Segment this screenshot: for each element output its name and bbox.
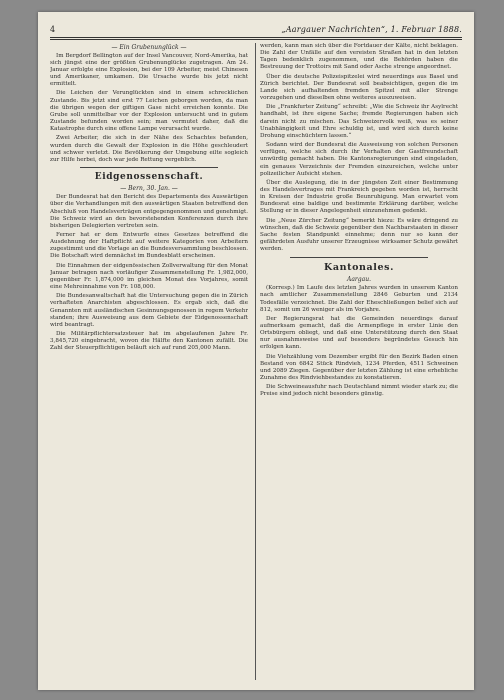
page-header xyxy=(50,22,462,36)
article-paragraph: Die Leichen der Verunglückten sind in einem schrecklichen Zustande. Bis jetzt sind erst 77 Leichen geborgen worden, da man die übrigen wegen der giftigen Gase nicht erreichen konnte. Die Grube soll unmittelbar vor der Explosion untersucht und in gutem Zustande befunden worden sein; man vermutet daher, daß die Katastrophe durch eine offene Lampe verursacht wurde. xyxy=(50,90,248,133)
kantonales-section xyxy=(260,257,458,398)
page-number: 4 xyxy=(50,24,56,34)
section-separator xyxy=(290,257,428,258)
right-column xyxy=(260,43,458,680)
header-rule-thin xyxy=(50,39,462,40)
section-separator xyxy=(80,167,218,168)
article-paragraph: Die Viehzählung vom Dezember ergibt für den Bezirk Baden einen Bestand von 6842 Stück Rindvieh, 1234 Pferden, 4511 Schweinen und 2089 Ziegen. Gegenüber der letzten Zählung ist eine erhebliche Zunahme des Rindviehbestandes zu konstatieren. xyxy=(260,353,458,382)
section-title-kantonales: Kantonales. xyxy=(323,262,394,274)
article-paragraph: Der Regierungsrat hat die Gemeinden neuerdings darauf aufmerksam gemacht, daß die Armenpflege in erster Linie den Ortsbürgern obliegt, und daß eine Unterstützung durch den Staat nur ausnahmsweise und auf besonders begründetes Gesuch hin erfolgen kann. xyxy=(260,315,458,351)
section-title-eidgenossenschaft: Eidgenossenschaft. xyxy=(94,172,204,183)
newspaper-title: „Aargauer Nachrichten“, 1. Februar 1888. xyxy=(281,24,462,34)
article-paragraph: Die Bundesanwaltschaft hat die Untersuchung gegen die in Zürich verhafteten Anarchisten abgeschlossen. Es ergab sich, daß die Genannten mit ausländischen Gesinnungsgenossen in regem Verkehr standen; ihre Ausweisung aus dem Gebiete der Eidgenossenschaft wird beantragt. xyxy=(50,293,248,328)
article-paragraph: Über die deutsche Polizeispitzelei wird neuerdings aus Basel und Zürich berichtet. Der Bundesrat soll beabsichtigen, gegen die im Lande sich aufhaltenden fremden Spitzel mit aller Strenge vorzugehen und dieselben ohne weiteres auszuweisen. xyxy=(260,73,458,102)
article-subhead: — Ein Grubenunglück — xyxy=(111,44,187,51)
article-paragraph: Der Bundesrat hat den Bericht des Departements des Auswärtigen über die Verhandlungen mit den auswärtigen Staaten betreffend den Abschluß von Handelsverträgen entgegengenommen und genehmigt. Die Schweiz wird an den bevorstehenden Konferenzen durch ihre bisherigen Delegierten vertreten sein. xyxy=(50,194,248,229)
article-paragraph: Die Schweineausfuhr nach Deutschland nimmt wieder stark zu; die Preise sind jedoch nicht besonders günstig. xyxy=(260,384,458,398)
article-paragraph: Zwei Arbeiter, die sich in der Nähe des Schachtes befanden, wurden durch die Gewalt der Explosion in die Höhe geschleudert und schwer verletzt. Die Bevölkerung der Umgebung eilte sogleich zur Hilfe herbei, doch war jede Rettung vergeblich. xyxy=(50,135,248,163)
article-paragraph: werden, kann man sich über die Fortdauer der Kälte, nicht beklagen. Die Zahl der Unfälle auf den vereisten Straßen hat in den letzten Tagen bedenklich zugenommen, und die Behörden haben die Bestreuung der Trottoirs mit Sand oder Asche strenge angeordnet. xyxy=(260,43,458,71)
article-paragraph: Die Einnahmen der eidgenössischen Zollverwaltung für den Monat Januar betragen nach vorläufiger Zusammenstellung Fr. 1,982,000, gegenüber Fr. 1,874,000 im gleichen Monat des Vorjahres, somit eine Mehreinnahme von Fr. 108,000. xyxy=(50,262,248,291)
article-paragraph: Über die Auslegung, die in der jüngsten Zeit einer Bestimmung des Handelsvertrages mit Frankreich gegeben worden ist, herrscht in Kreisen der Industrie große Beunruhigung. Man erwartet vom Bundesrat eine baldige und bestimmte Erklärung darüber, welche Stellung er in dieser Angelegenheit einzunehmen gedenkt. xyxy=(260,179,458,215)
article-paragraph: Die „Neue Zürcher Zeitung“ bemerkt hiezu: Es wäre dringend zu wünschen, daß die Schweiz gegenüber den Nachbarstaaten in dieser Sache festen Standpunkt einnehme; denn nur so kann der gefährdeten Ausfuhr unserer Erzeugnisse wirksamer Schutz gewährt werden. xyxy=(260,217,458,253)
article-paragraph: Im Bergdorf Bellington auf der Insel Vancouver, Nord-Amerika, hat sich jüngst eine der größten Grubenunglücke zugetragen. Am 24. Januar erfolgte eine Explosion, bei der 109 Arbeiter, meist Chinesen und Amerikaner, umkamen. Die Ursache wurde bis jetzt nicht ermittelt. xyxy=(50,52,248,88)
article-paragraph: Ferner hat er dem Entwurfe eines Gesetzes betreffend die Ausdehnung der Haftpflicht auf weitere Kategorien von Arbeitern zugestimmt und die Vorlage an die Bundesversammlung beschlossen. Die Botschaft wird demnächst im Bundesblatt erscheinen. xyxy=(50,231,248,260)
article-paragraph: (Korresp.) Im Laufe des letzten Jahres wurden in unserem Kanton nach amtlicher Zusammenstellung 2846 Geburten und 2134 Todesfälle verzeichnet. Die Zahl der Eheschließungen belief sich auf 812, somit um 26 weniger als im Vorjahre. xyxy=(260,285,458,313)
column-divider xyxy=(255,43,256,680)
newspaper-page xyxy=(38,12,474,690)
section-dateline: — Bern, 30. Jan. — xyxy=(120,184,178,192)
left-column xyxy=(50,43,248,680)
header-rule xyxy=(50,37,462,38)
article-paragraph: Sodann wird der Bundesrat die Ausweisung von solchen Personen verfügen, welche sich durch ihr Verhalten der Gastfreundschaft unwürdig gemacht haben. Die Kantonsregierungen sind eingeladen, ein genaues Verzeichnis der Fremden einzureichen, welche unter polizeilicher Aufsicht stehen. xyxy=(260,142,458,177)
section-subtitle-aargau: Aargau. xyxy=(347,275,371,283)
article-paragraph: Die Militärpflichtersatzsteuer hat im abgelaufenen Jahre Fr. 3,845,720 eingebracht, wovon die Hälfte den Kantonen zufällt. Die Zahl der Steuerpflichtigen beläuft sich auf rund 205,000 Mann. xyxy=(50,331,248,352)
article-paragraph: Die „Frankfurter Zeitung“ schreibt: „Wie die Schweiz ihr Asylrecht handhabt, ist ihre eigene Sache; fremde Regierungen haben sich darein nicht zu mischen. Das Schweizervolk weiß, was es seiner Unabhängigkeit und Ehre schuldig ist, und wird sich durch keine Drohung einschüchtern lassen.“ xyxy=(260,104,458,139)
